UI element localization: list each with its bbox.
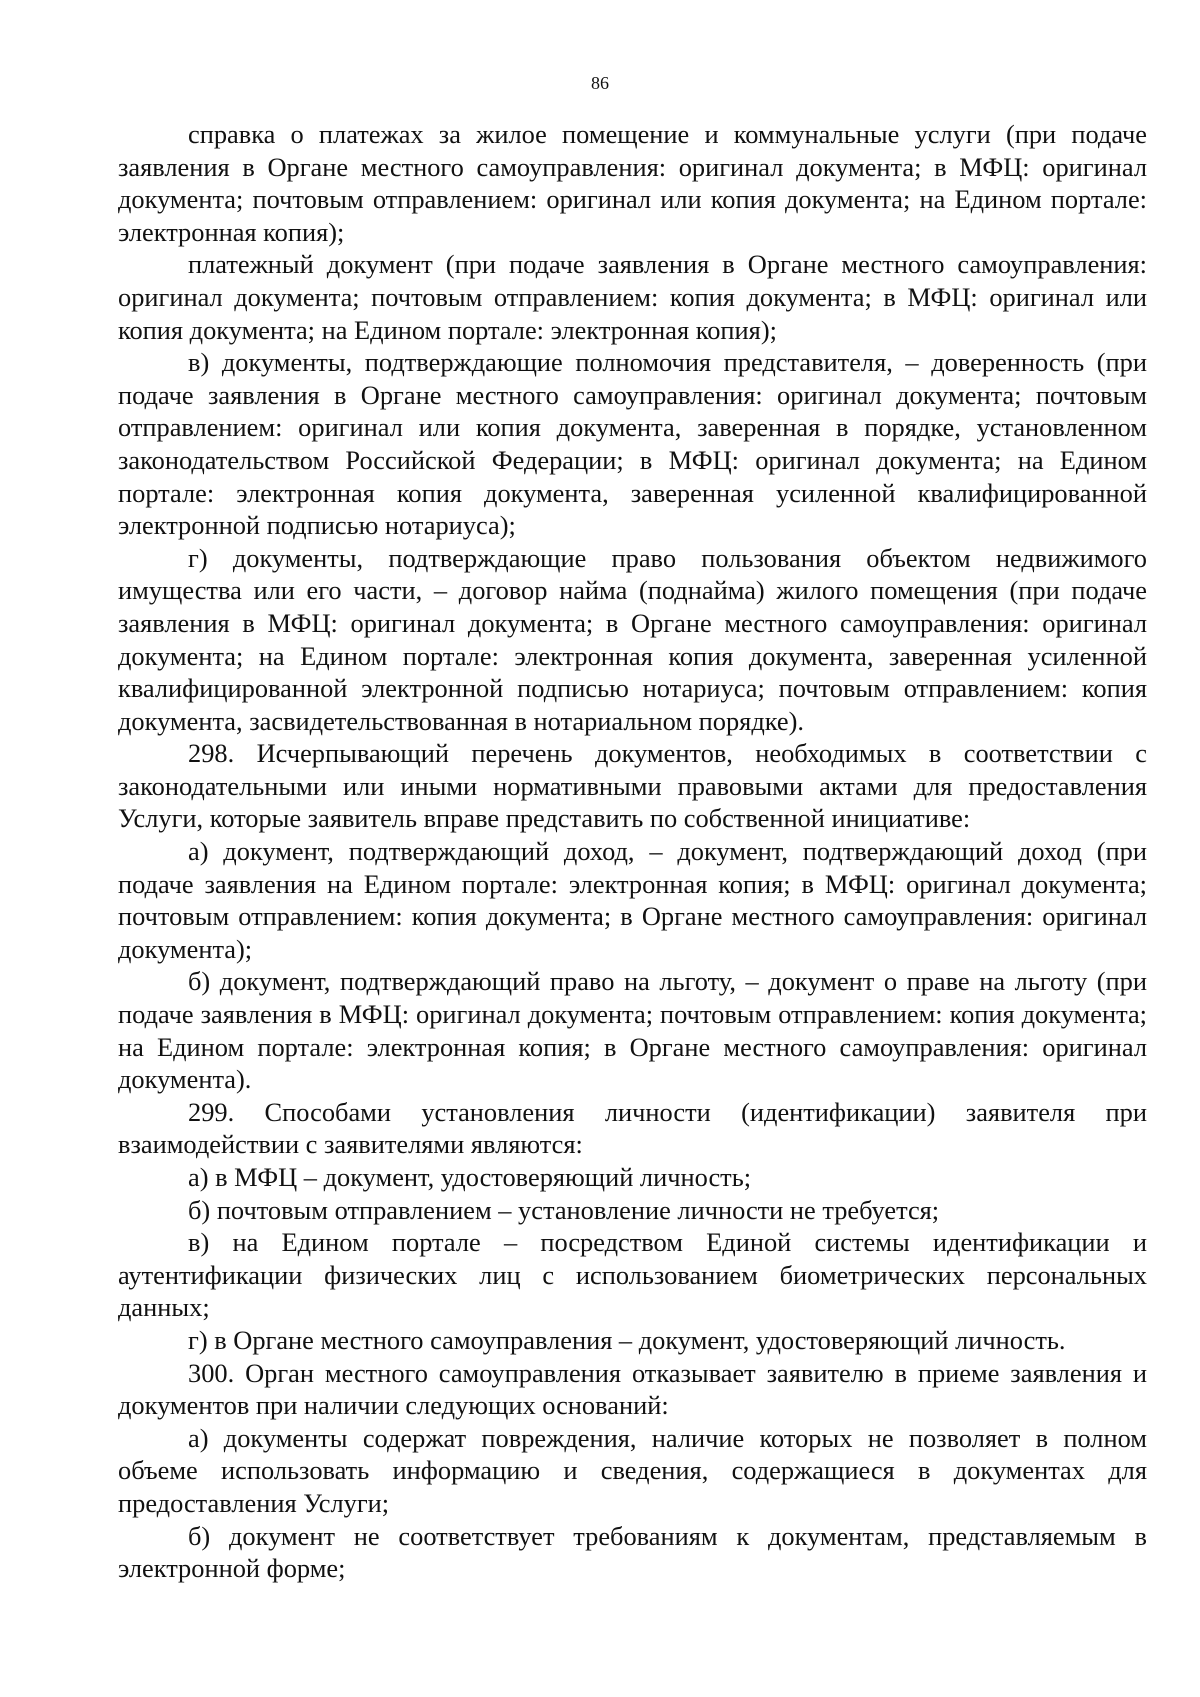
- paragraph-300-damaged-documents: а) документы содержат повреждения, наличие которых не позволяет в полном объеме использовать информацию и сведения, содержащиеся в документах для предоставления Услуги;: [118, 1422, 1147, 1518]
- paragraph-300-electronic-form-mismatch: б) документ не соответствует требованиям к документам, представляемым в электронной форме;: [118, 1520, 1147, 1584]
- page-number: 86: [591, 73, 609, 93]
- paragraph-299-unified-portal: в) на Едином портале – посредством Единой системы идентификации и аутентификации физических лиц с использованием биометрических персональных данных;: [118, 1227, 1147, 1323]
- paragraph-representative-authority: в) документы, подтверждающие полномочия представителя, – доверенность (при подаче заявления в Органе местного самоуправления: оригинал документа; почтовым отправлением: оригинал или копия документа, заверенная в порядке, установленном законодательством Российской Федерации; в МФЦ: оригинал документа; на Едином портале: электронная копия документа, заверенная усиленной квалифицированной электронной подписью нотариуса);: [118, 347, 1147, 541]
- document-body: [118, 118, 1147, 1585]
- paragraph-300-refusal-grounds: 300. Орган местного самоуправления отказывает заявителю в приеме заявления и документов при наличии следующих оснований:: [118, 1357, 1147, 1421]
- paragraph-property-use-rights: г) документы, подтверждающие право пользования объектом недвижимого имущества или его части, – договор найма (поднайма) жилого помещения (при подаче заявления в МФЦ: оригинал документа; в Органе местного самоуправления: оригинал документа; на Едином портале: электронная копия документа, заверенная усиленной квалифицированной электронной подписью нотариуса; почтовым отправлением: копия документа, засвидетельствованная в нотариальном порядке).: [118, 542, 1147, 736]
- paragraph-299-identification-methods: 299. Способами установления личности (идентификации) заявителя при взаимодействии с заявителями являются:: [118, 1096, 1147, 1160]
- paragraph-299-mfc: а) в МФЦ – документ, удостоверяющий личность;: [188, 1162, 752, 1192]
- paragraph-298-optional-documents: 298. Исчерпывающий перечень документов, необходимых в соответствии с законодательными или иными нормативными правовыми актами для предоставления Услуги, которые заявитель вправе представить по собственной инициативе:: [118, 738, 1147, 834]
- paragraph-payment-document: платежный документ (при подаче заявления в Органе местного самоуправления: оригинал документа; почтовым отправлением: копия документа; в МФЦ: оригинал или копия документа; на Едином портале: электронная копия);: [118, 249, 1147, 345]
- paragraph-298-income-document: а) документ, подтверждающий доход, – документ, подтверждающий доход (при подаче заявления на Едином портале: электронная копия; в МФЦ: оригинал документа; почтовым отправлением: копия документа; в Органе местного самоуправления: оригинал документа);: [118, 836, 1147, 964]
- paragraph-299-postal: б) почтовым отправлением – установление личности не требуется;: [188, 1194, 940, 1225]
- paragraph-299-local-government: г) в Органе местного самоуправления – документ, удостоверяющий личность.: [188, 1324, 1066, 1355]
- paragraph-housing-payment-certificate: справка о платежах за жилое помещение и коммунальные услуги (при подаче заявления в Органе местного самоуправления: оригинал документа; в МФЦ: оригинал документа; почтовым отправлением: оригинал или копия документа; на Едином портале: электронная копия);: [118, 119, 1147, 247]
- paragraph-298-benefit-document: б) документ, подтверждающий право на льготу, – документ о праве на льготу (при подаче заявления в МФЦ: оригинал документа; почтовым отправлением: копия документа; на Едином портале: электронная копия; в Органе местного самоуправления: оригинал документа).: [118, 966, 1147, 1095]
